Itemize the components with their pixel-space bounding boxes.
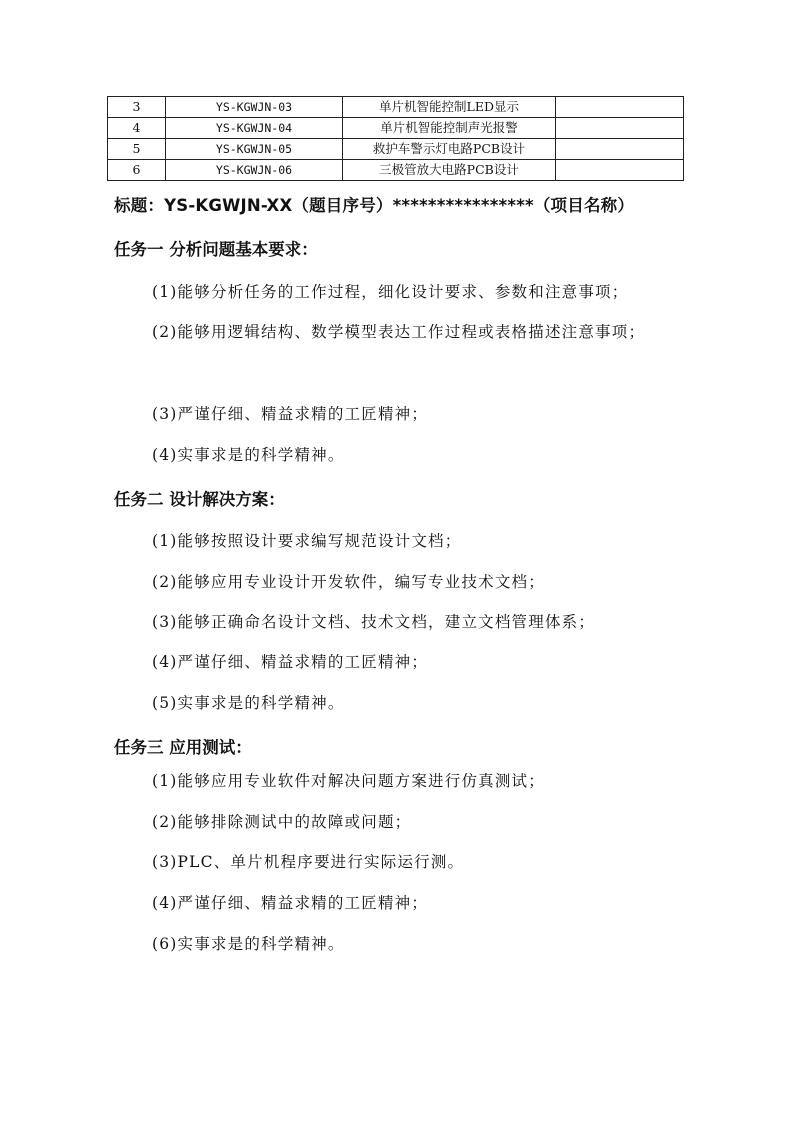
- row-number: 4: [108, 118, 166, 139]
- project-note: [556, 139, 684, 160]
- task3-item-1: (1)能够应用专业软件对解决问题方案进行仿真测试；: [152, 772, 545, 790]
- table-row: [108, 97, 684, 118]
- row-number: 5: [108, 139, 166, 160]
- task3-item-4: (4)严谨仔细、精益求精的工匠精神；: [152, 894, 429, 912]
- document-title: 标题：YS-KGWJN-XX（题目序号）****************（项目名称）: [114, 196, 635, 215]
- project-table: [107, 96, 684, 181]
- task2-item-1: (1)能够按照设计要求编写规范设计文档；: [152, 532, 462, 550]
- table-row: [108, 118, 684, 139]
- task3-heading: 任务三 应用测试：: [114, 738, 252, 757]
- task1-item-2: (2)能够用逻辑结构、数学模型表达工作过程或表格描述注意事项；: [152, 323, 646, 341]
- table-row: [108, 160, 684, 181]
- project-name: 三极管放大电路PCB设计: [343, 160, 556, 181]
- task1-item-3: (3)严谨仔细、精益求精的工匠精神；: [152, 405, 429, 423]
- task3-item-3: (3)PLC、单片机程序要进行实际运行测。: [152, 853, 465, 871]
- task3-item-2: (2)能够排除测试中的故障或问题；: [152, 813, 412, 831]
- project-code: YS-KGWJN-04: [166, 118, 343, 139]
- project-note: [556, 160, 684, 181]
- project-code: YS-KGWJN-03: [166, 97, 343, 118]
- project-code: YS-KGWJN-05: [166, 139, 343, 160]
- row-number: 6: [108, 160, 166, 181]
- task2-item-5: (5)实事求是的科学精神。: [152, 694, 345, 712]
- row-number: 3: [108, 97, 166, 118]
- table-row: [108, 139, 684, 160]
- project-name: 单片机智能控制LED显示: [343, 97, 556, 118]
- project-note: [556, 118, 684, 139]
- task2-heading: 任务二 设计解决方案：: [114, 490, 285, 509]
- project-name: 单片机智能控制声光报警: [343, 118, 556, 139]
- task2-item-3: (3)能够正确命名设计文档、技术文档，建立文档管理体系；: [152, 613, 596, 631]
- task1-heading: 任务一 分析问题基本要求：: [114, 240, 318, 259]
- project-name: 救护车警示灯电路PCB设计: [343, 139, 556, 160]
- project-note: [556, 97, 684, 118]
- project-code: YS-KGWJN-06: [166, 160, 343, 181]
- task1-item-1: (1)能够分析任务的工作过程，细化设计要求、参数和注意事项；: [152, 283, 629, 301]
- task2-item-2: (2)能够应用专业设计开发软件，编写专业技术文档；: [152, 573, 545, 591]
- task3-item-5: (6)实事求是的科学精神。: [152, 935, 345, 953]
- task2-item-4: (4)严谨仔细、精益求精的工匠精神；: [152, 653, 429, 671]
- task1-item-4: (4)实事求是的科学精神。: [152, 446, 345, 464]
